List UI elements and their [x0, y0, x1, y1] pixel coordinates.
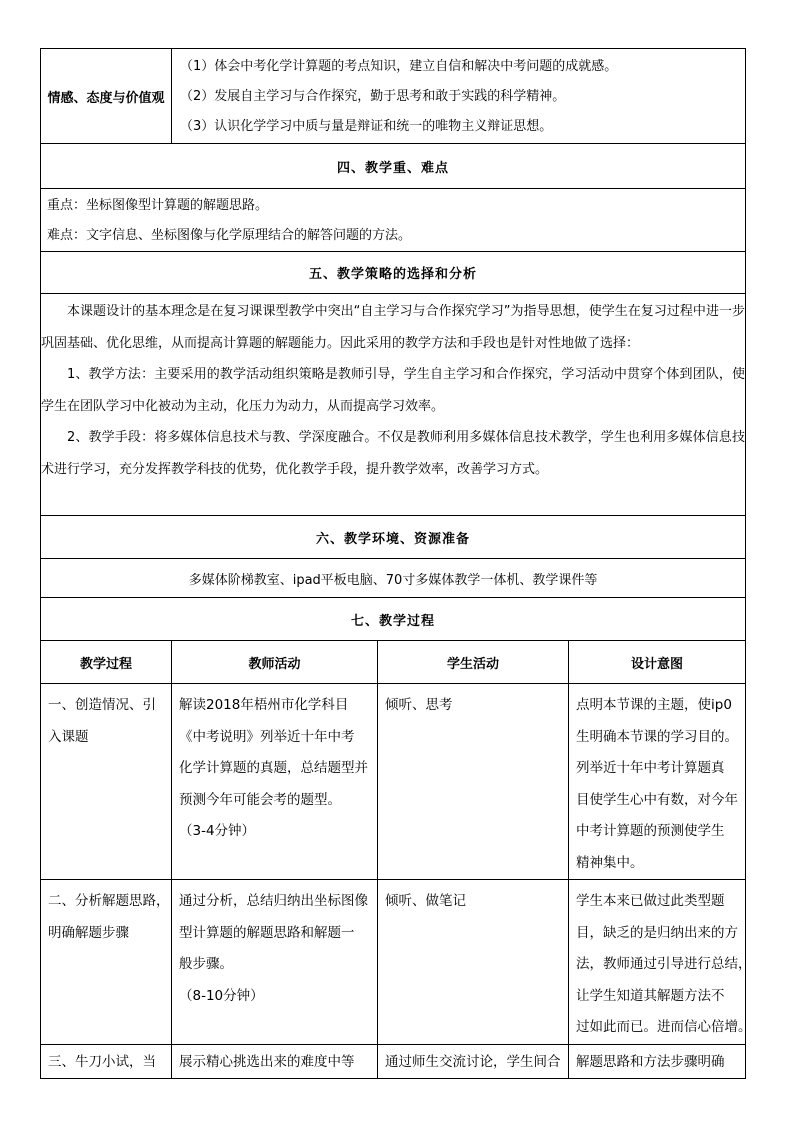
affect-objectives [172, 49, 746, 144]
cell-line: 展示精心挑选出来的难度中等 [179, 1053, 355, 1070]
cell-line: 预测今年可能会考的题型。 [179, 791, 341, 808]
column-header-student: 学生活动 [378, 641, 569, 684]
teacher-cell [172, 684, 378, 880]
cell-line: 倾听、思考 [385, 697, 453, 713]
student-cell [378, 1044, 569, 1079]
column-header-process: 教学过程 [41, 641, 172, 684]
affect-label: 情感、态度与价值观 [41, 49, 172, 144]
table-row [41, 1044, 746, 1079]
cell-line: 入课题 [48, 728, 89, 745]
cell-line: （3-4分钟） [179, 823, 256, 839]
student-cell [378, 684, 569, 880]
student-cell [378, 880, 569, 1045]
cell-line: 通过分析，总结归纳出坐标图像 [179, 893, 368, 909]
section-5-title: 五、教学策略的选择和分析 [41, 252, 746, 294]
cell-line: 目使学生心中有数，对今年 [576, 791, 738, 808]
intent-cell [569, 684, 746, 880]
cell-line: 型计算题的解题思路和解题一 [179, 924, 355, 941]
cell-line: 《中考说明》列举近十年中考 [179, 728, 355, 745]
cell-line: 列举近十年中考计算题真 [576, 760, 725, 776]
cell-line: 目，缺乏的是归纳出来的方 [576, 924, 738, 941]
cell-line: 通过师生交流讨论，学生间合 [385, 1053, 561, 1070]
section-6-content: 多媒体阶梯教室、ipad平板电脑、70寸多媒体教学一体机、教学课件等 [41, 559, 746, 598]
cell-line: 过如此而已。进而信心倍增。 [576, 1019, 752, 1035]
strategy-paragraph: 本课题设计的基本理念是在复习课课型教学中突出“自主学习与合作探究学习”为指导思想，使学生在复习过程中进一步巩固基础、优化思维，从而提高计算题的解题能力。因此采用的教学方法和手段也是针对性地做了选择： [41, 304, 746, 351]
section-4-title: 四、教学重、难点 [41, 144, 746, 189]
cell-line: 解读2018年梧州市化学科目 [179, 697, 349, 713]
affect-item: （3）认识化学学习中质与量是辩证和统一的唯物主义辩证思想。 [180, 119, 553, 134]
strategy-paragraph: 2、教学手段：将多媒体信息技术与教、学深度融合。不仅是教师利用多媒体信息技术教学，学生也利用多媒体信息技术进行学习，充分发挥教学科技的优势，优化教学手段，提升教学效率，改善学习方式。 [41, 430, 746, 477]
section-7-title: 七、教学过程 [41, 598, 746, 641]
table-row [41, 684, 746, 880]
cell-line: 倾听、做笔记 [385, 893, 466, 909]
cell-line: 解题思路和方法步骤明确 [576, 1053, 725, 1070]
column-header-intent: 设计意图 [569, 641, 746, 684]
cell-line: 明确解题步骤 [48, 924, 129, 941]
key-point: 重点：坐标图像型计算题的解题思路。 [47, 198, 269, 213]
cell-line: 一、创造情况、引 [48, 697, 156, 713]
section-6-title: 六、教学环境、资源准备 [41, 516, 746, 559]
cell-line: 法，教师通过引导进行总结， [576, 956, 752, 972]
cell-line: 化学计算题的真题，总结题型并 [179, 760, 368, 776]
cell-line: 中考计算题的预测使学生 [576, 823, 725, 839]
affect-item: （2）发展自主学习与合作探究，勤于思考和敢于实践的科学精神。 [180, 89, 566, 104]
section-5-content [41, 294, 746, 516]
cell-line: 般步骤。 [179, 956, 233, 972]
lesson-plan-table [40, 48, 752, 1079]
section-4-content [41, 189, 746, 252]
intent-cell [569, 880, 752, 1045]
cell-line: 点明本节课的主题，使ip0 [576, 697, 732, 713]
process-cell [41, 1044, 172, 1079]
cell-line: 精神集中。 [576, 854, 644, 871]
cell-line: 学生本来已做过此类型题 [576, 893, 725, 909]
teacher-cell [172, 1044, 378, 1079]
strategy-paragraph: 1、教学方法：主要采用的教学活动组织策略是教师引导，学生自主学习和合作探究，学习活动中贯穿个体到团队，使学生在团队学习中化被动为主动，化压力为动力，从而提高学习效率。 [41, 367, 746, 414]
teacher-cell [172, 880, 378, 1045]
intent-cell [569, 1044, 746, 1079]
column-header-teacher: 教师活动 [172, 641, 378, 684]
table-row [41, 880, 746, 1045]
difficult-point: 难点：文字信息、坐标图像与化学原理结合的解答问题的方法。 [47, 228, 412, 243]
process-cell [41, 880, 172, 1045]
cell-line: 生明确本节课的学习目的。 [576, 728, 738, 745]
cell-line: 二、分析解题思路， [48, 893, 170, 909]
cell-line: 三、牛刀小试，当 [48, 1053, 156, 1070]
process-cell [41, 684, 172, 880]
cell-line: （8-10分钟） [179, 987, 264, 1004]
affect-item: （1）体会中考化学计算题的考点知识，建立自信和解决中考问题的成就感。 [180, 59, 618, 74]
cell-line: 让学生知道其解题方法不 [576, 987, 725, 1004]
